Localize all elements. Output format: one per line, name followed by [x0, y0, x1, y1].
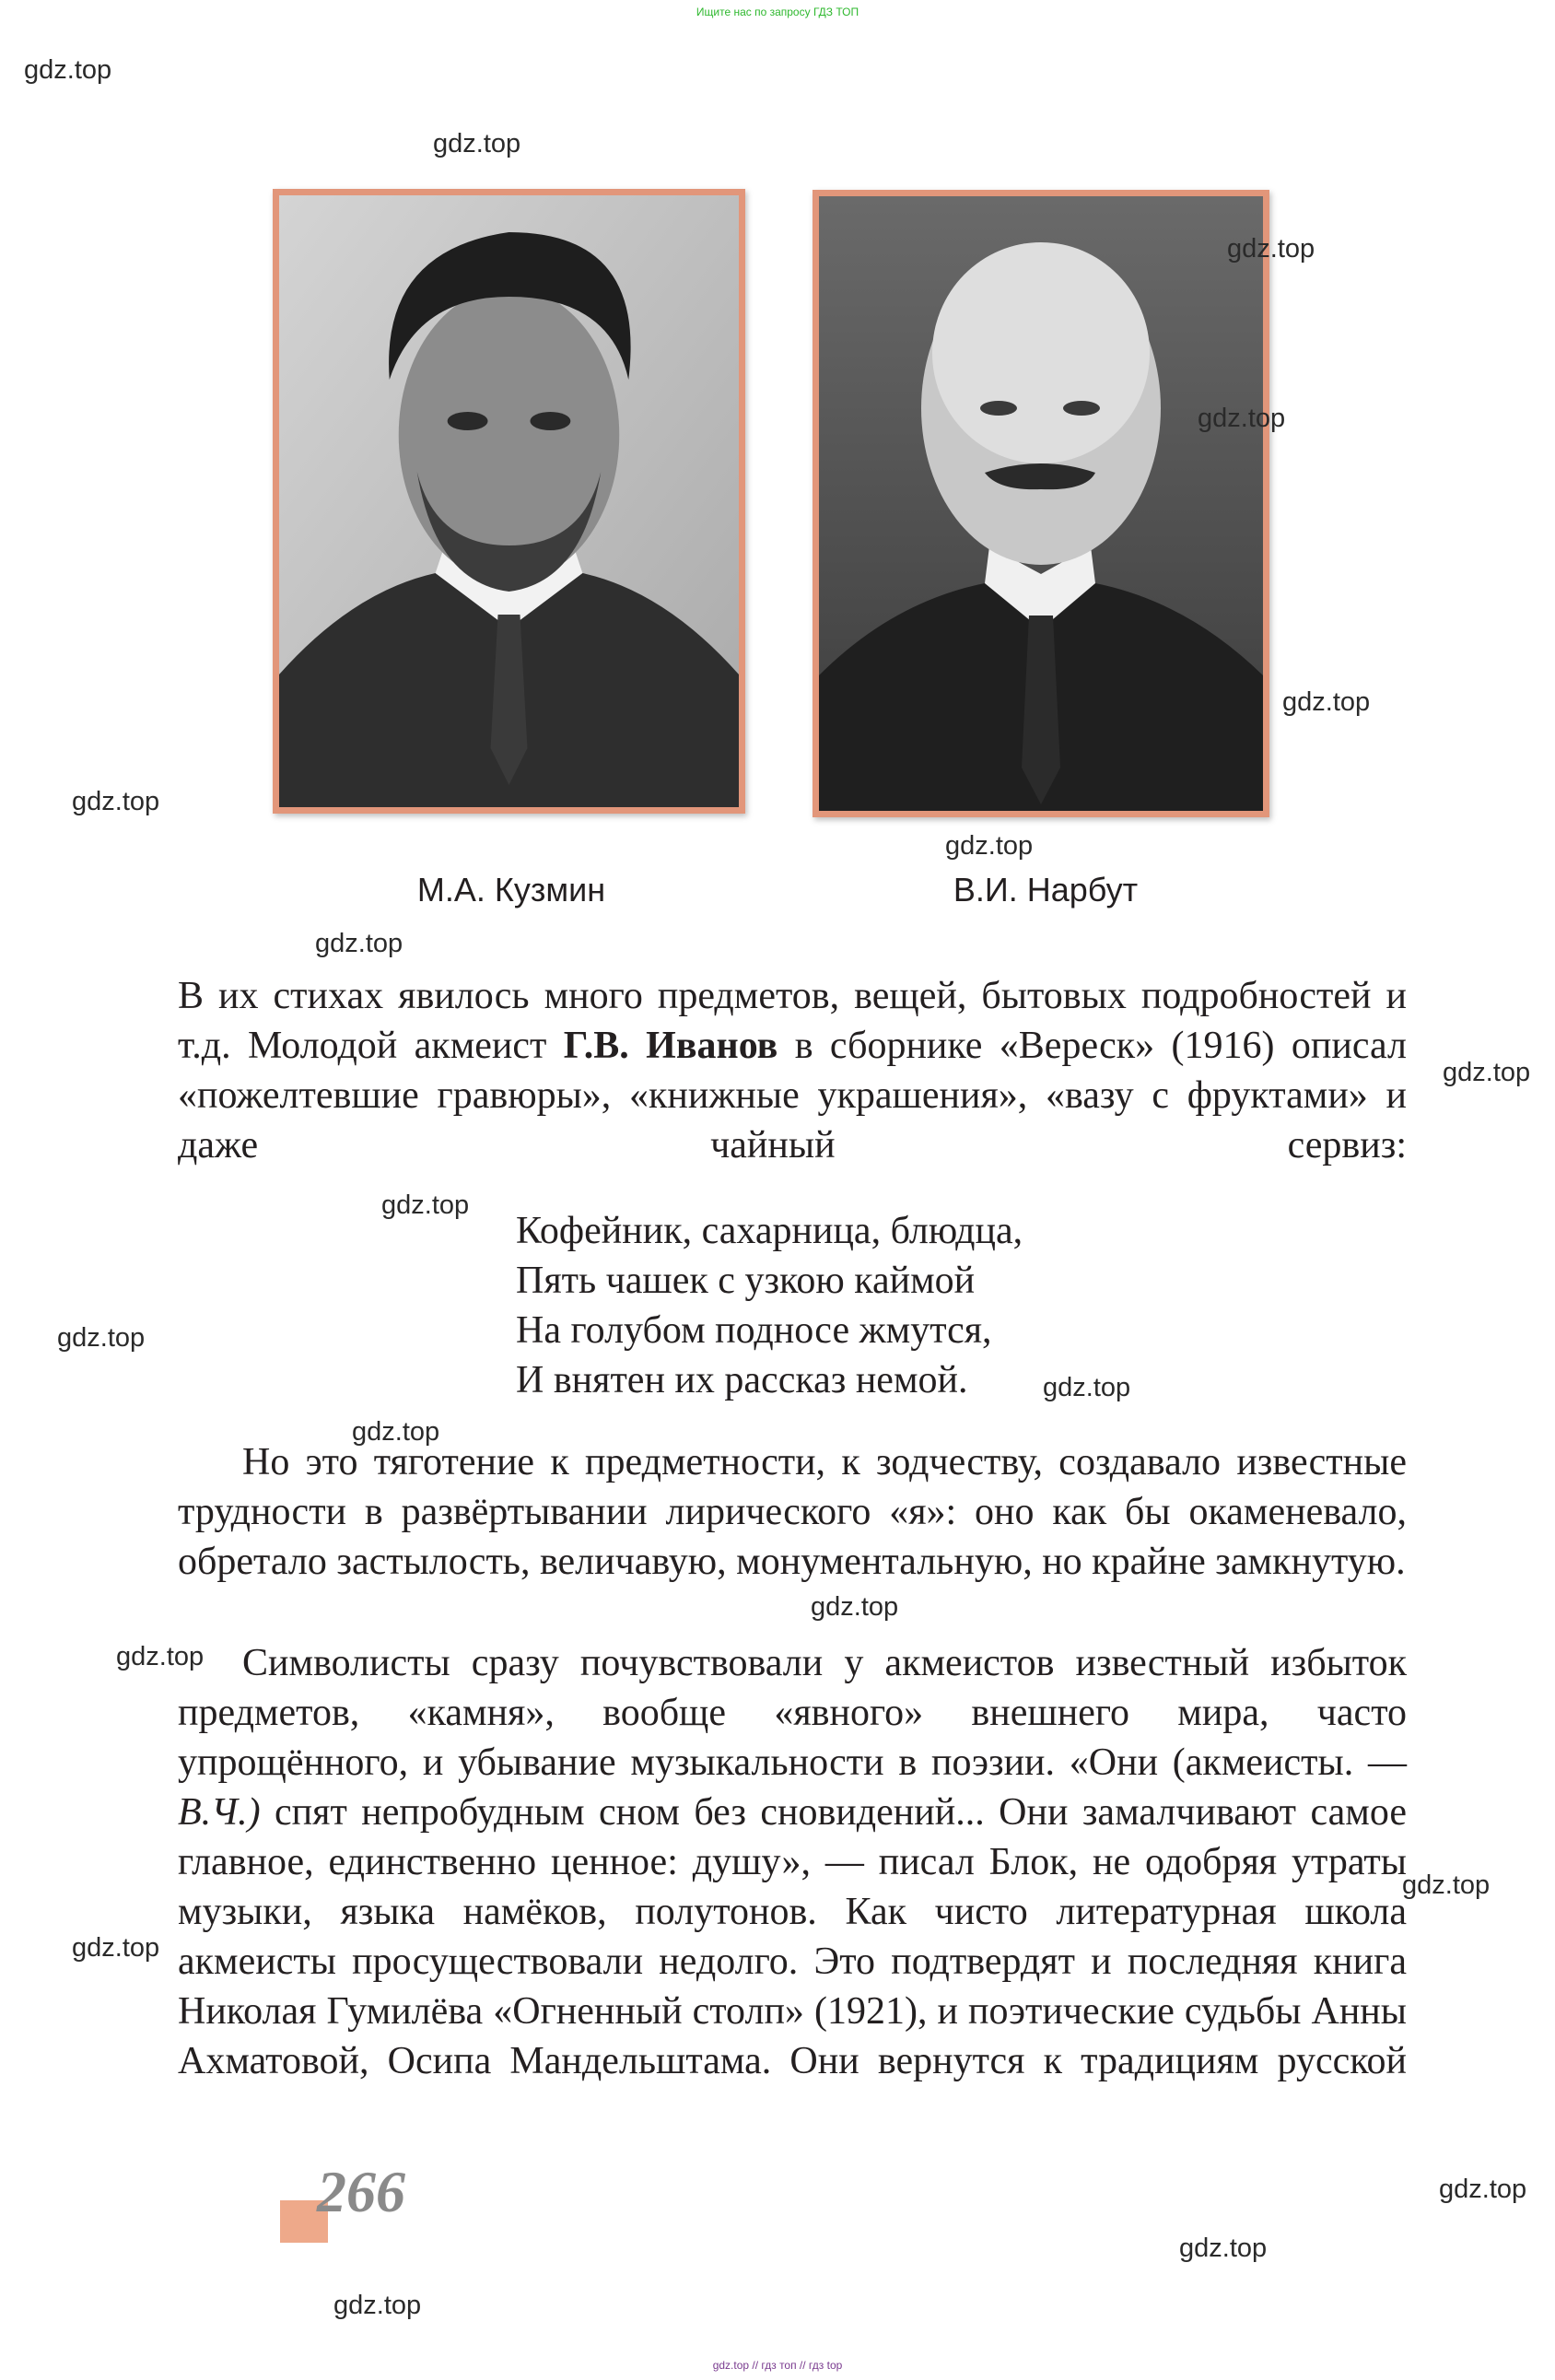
watermark-text[interactable]: gdz.top — [1402, 1870, 1491, 1900]
watermark-text[interactable]: gdz.top — [72, 787, 160, 816]
watermark-text[interactable]: gdz.top — [72, 1933, 160, 1963]
author-initials: В.Ч.) — [178, 1791, 261, 1834]
watermark-text[interactable]: gdz.top — [945, 831, 1034, 861]
poem-line: Пять чашек с узкою каймой — [516, 1260, 976, 1302]
name-ivanov: Г.В. Иванов — [563, 1025, 778, 1067]
paragraph-2: Но это тяготение к предметности, к зодчеству, создавало известные трудности в развёртывании лирического «я»: оно как бы окаменевало, обретало застылость, величавую, монументальную, но крайне замкнутую. — [178, 1441, 1407, 1583]
footer-links[interactable]: gdz.top // гдз топ // гдз top — [712, 2359, 843, 2372]
caption-kuzmin: М.А. Кузмин — [416, 871, 606, 909]
page-number: 266 — [317, 2159, 405, 2224]
caption-narbut: В.И. Нарбут — [953, 871, 1139, 909]
watermark-text[interactable]: gdz.top — [433, 129, 521, 158]
watermark-text[interactable]: gdz.top — [1198, 404, 1286, 433]
watermark-text[interactable]: gdz.top — [116, 1642, 205, 1671]
portrait-kuzmin — [273, 189, 745, 814]
watermark-text[interactable]: gdz.top — [352, 1417, 440, 1447]
watermark-text[interactable]: gdz.top — [1443, 1058, 1531, 1087]
portrait-kuzmin-photo — [279, 195, 739, 807]
paragraph-3-text-b: спят непробудным сном без сновидений... Они замалчивают самое главное, единственно ценное: душу», — писал Блок, не одобряя утраты музыки, языка намёков, полутонов. Как чисто литературная школа акмеисты просуществовали недолго. Это подтвердят и последняя книга Николая Гумилёва «Огненный столп» (1921), и поэтические судьбы Анны Ахматовой, Осипа Мандельштама. Они вернутся к традициям русской — [178, 1791, 1407, 2082]
paragraph-1-text-b: в сборнике «Вереск» (1916) описал «пожелтевшие гравюры», «книжные украшения», «вазу с фруктами» и даже чайный сервиз: — [178, 1025, 1407, 1167]
watermark-text[interactable]: gdz.top — [24, 55, 112, 85]
watermark-text[interactable]: gdz.top — [1179, 2233, 1268, 2263]
watermark-text[interactable]: gdz.top — [333, 2291, 422, 2320]
poem-line: На голубом подносе жмутся, — [516, 1309, 992, 1352]
watermark-text[interactable]: gdz.top — [811, 1592, 899, 1622]
watermark-text[interactable]: gdz.top — [1439, 2175, 1527, 2204]
watermark-text[interactable]: gdz.top — [1043, 1373, 1131, 1402]
poem-line: Кофейник, сахарница, блюдца, — [516, 1210, 1023, 1252]
watermark-text[interactable]: gdz.top — [381, 1190, 470, 1220]
portrait-narbut-photo — [819, 196, 1263, 811]
paragraph-3 — [178, 1638, 1407, 2086]
paragraph-3-text-a: Символисты сразу почувствовали у акмеистов известный избыток предметов, «камня», вообще «явного» внешнего мира, часто упрощённого, и убывание музыкальности в поэзии. «Они (акмеисты. — — [178, 1642, 1407, 1784]
watermark-text[interactable]: gdz.top — [1282, 687, 1371, 717]
portrait-narbut — [813, 190, 1269, 817]
poem-line: И внятен их рассказ немой. — [516, 1359, 968, 1401]
paragraph-1 — [178, 971, 1407, 1170]
paragraph-1-text-a: В их стихах явилось много предметов, вещей, бытовых подробностей и т.д. Молодой акмеист — [178, 975, 1407, 1067]
watermark-text[interactable]: gdz.top — [57, 1323, 146, 1353]
watermark-text[interactable]: gdz.top — [315, 929, 403, 958]
poem — [516, 1206, 1023, 1405]
watermark-text[interactable]: gdz.top — [1227, 234, 1315, 264]
top-banner[interactable]: Ищите нас по запросу ГДЗ ТОП — [696, 6, 859, 18]
